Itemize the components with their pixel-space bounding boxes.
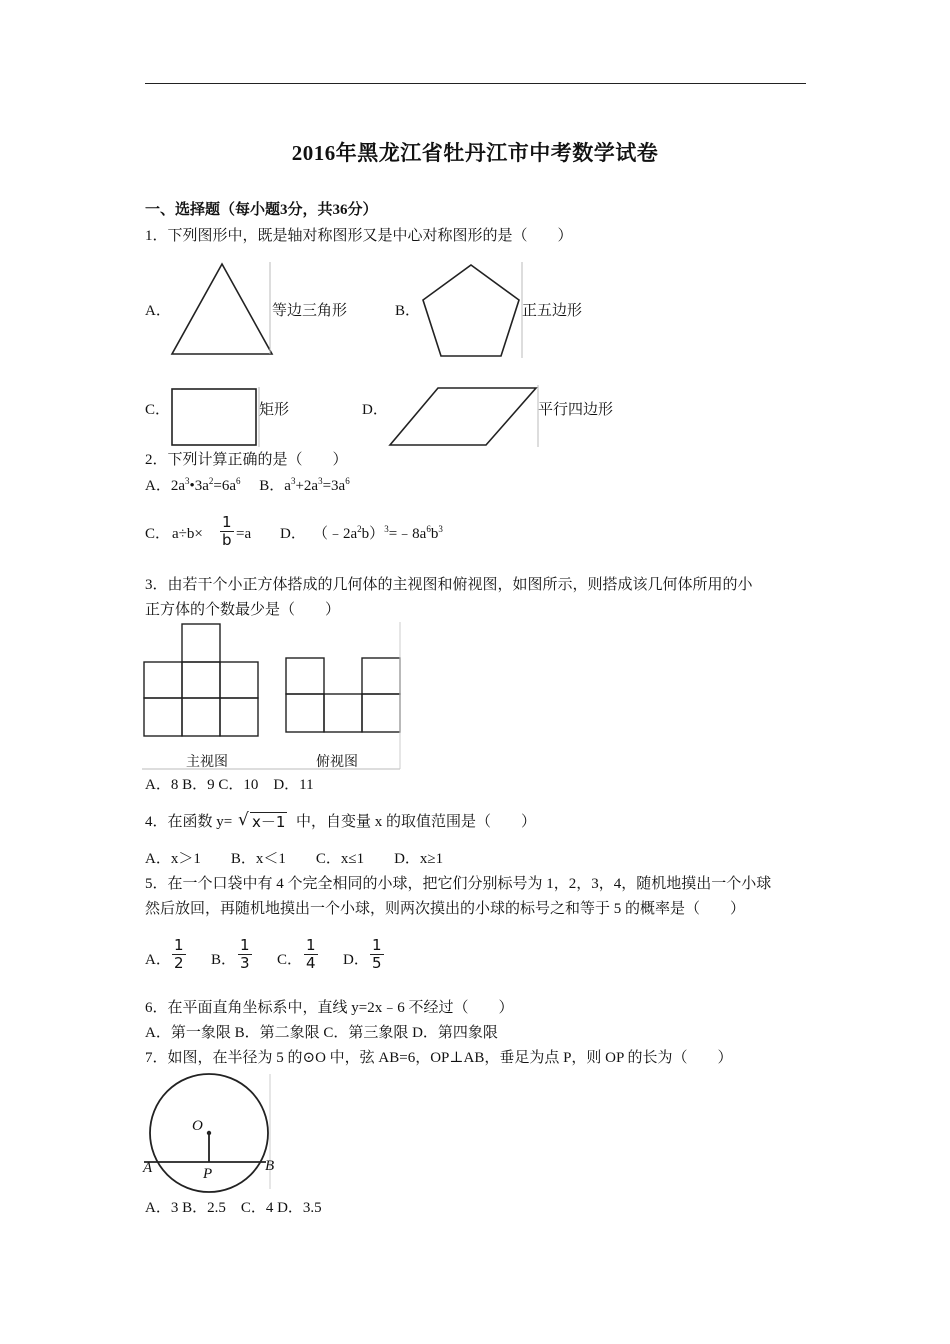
front-view-label: 主视图	[186, 754, 228, 770]
fraction-numerator: 1	[372, 936, 382, 954]
fraction-denominator: 5	[372, 954, 382, 972]
q5-option-c-letter: C．	[277, 952, 303, 968]
fraction-denominator: 3	[240, 954, 250, 972]
q3-views-figure	[142, 622, 404, 772]
center-point	[207, 1131, 211, 1135]
fraction-numerator: 1	[222, 513, 232, 531]
parallelogram-figure	[388, 385, 540, 449]
q7-stem: 7．如图，在半径为 5 的⊙O 中，弦 AB=6，OP⊥AB，垂足为点 P，则 OP 的长为（ ）	[145, 1050, 733, 1066]
q2-option-d-letter: D．	[280, 526, 306, 542]
equilateral-triangle-figure	[170, 262, 274, 358]
fraction-denominator: b	[222, 531, 232, 549]
q1-option-b-letter: B．	[395, 303, 421, 319]
q5-option-a-fraction	[172, 937, 186, 972]
front-view-grid	[144, 624, 258, 736]
top-view-grid	[286, 658, 400, 732]
q4-options: A．x＞1 B．x＜1 C．x≤1 D．x≥1	[145, 851, 444, 867]
label-a: A	[143, 1160, 153, 1176]
q5-option-d-letter: D．	[343, 952, 369, 968]
q4-sqrt	[238, 812, 287, 833]
q5-option-b-fraction	[238, 937, 252, 972]
q1-option-b-text: 正五边形	[522, 303, 583, 319]
fraction-denominator: 2	[174, 954, 184, 972]
q2-option-c-letter: C．	[145, 526, 171, 542]
rectangle-figure	[170, 387, 260, 449]
q5-option-b-letter: B．	[211, 952, 237, 968]
q2-option-d-expr: $(﹣2a^2b)^3=﹣8a^6b^3$	[313, 524, 443, 542]
q2-option-c-fraction	[220, 514, 234, 549]
q2-stem: 2．下列计算正确的是（ ）	[145, 452, 348, 468]
regular-pentagon-figure	[418, 262, 524, 360]
fraction-denominator: 4	[306, 954, 316, 972]
q2-options-ab: A．$2a^3•3a^2=6a^6$ B．$a^3+2a^3=3a^6$	[145, 476, 350, 494]
q1-stem: 1．下列图形中，既是轴对称图形又是中心对称图形的是（ ）	[145, 228, 573, 244]
fraction-numerator: 1	[306, 936, 316, 954]
fraction-numerator: 1	[240, 936, 250, 954]
fraction-numerator: 1	[174, 936, 184, 954]
q7-options: A．3 B．2.5 C．4 D．3.5	[145, 1200, 322, 1216]
q1-option-c-text: 矩形	[259, 402, 290, 418]
q4-radicand: x－1	[252, 813, 286, 831]
q5-stem-line1: 5．在一个口袋中有 4 个完全相同的小球，把它们分别标号为 1，2，3，4，随机地摸出一个小球	[145, 876, 772, 892]
q5-option-c-fraction	[304, 937, 318, 972]
q3-stem-line2: 正方体的个数最少是（ ）	[145, 602, 341, 618]
q1-option-d-text: 平行四边形	[538, 402, 614, 418]
q3-options: A．8 B．9 C．10 D．11	[145, 777, 314, 793]
q5-option-a-letter: A．	[145, 952, 171, 968]
q1-option-d-letter: D．	[362, 402, 388, 418]
top-view-label: 俯视图	[316, 754, 358, 770]
q3-stem-line1: 3．由若干个小正方体搭成的几何体的主视图和俯视图，如图所示，则搭成该几何体所用的小	[145, 577, 753, 593]
page-title: 2016年黑龙江省牡丹江市中考数学试卷	[291, 141, 659, 165]
label-b: B	[265, 1158, 275, 1174]
section-heading: 一、选择题（每小题3分，共36分）	[145, 202, 378, 218]
q1-option-a-letter: A．	[145, 303, 171, 319]
top-rule	[145, 83, 806, 84]
q6-options: A．第一象限 B．第二象限 C．第三象限 D．第四象限	[145, 1025, 498, 1041]
q1-option-c-letter: C．	[145, 402, 171, 418]
q2-option-c-expr: a÷b×	[172, 526, 203, 542]
radical-icon: √	[238, 810, 249, 830]
q2-option-c-tail: =a	[236, 526, 252, 542]
q1-option-a-text: 等边三角形	[272, 303, 348, 319]
q5-option-d-fraction	[370, 937, 384, 972]
q6-stem: 6．在平面直角坐标系中，直线 y=2x﹣6 不经过（ ）	[145, 1000, 514, 1016]
label-o: O	[192, 1118, 203, 1134]
q4-stem-pre: 4．在函数 y=	[145, 814, 233, 830]
label-p: P	[203, 1166, 213, 1182]
q4-stem-post: 中，自变量 x 的取值范围是（ ）	[296, 814, 537, 830]
q5-stem-line2: 然后放回，再随机地摸出一个小球，则两次摸出的小球的标号之和等于 5 的概率是（ ）	[145, 901, 746, 917]
